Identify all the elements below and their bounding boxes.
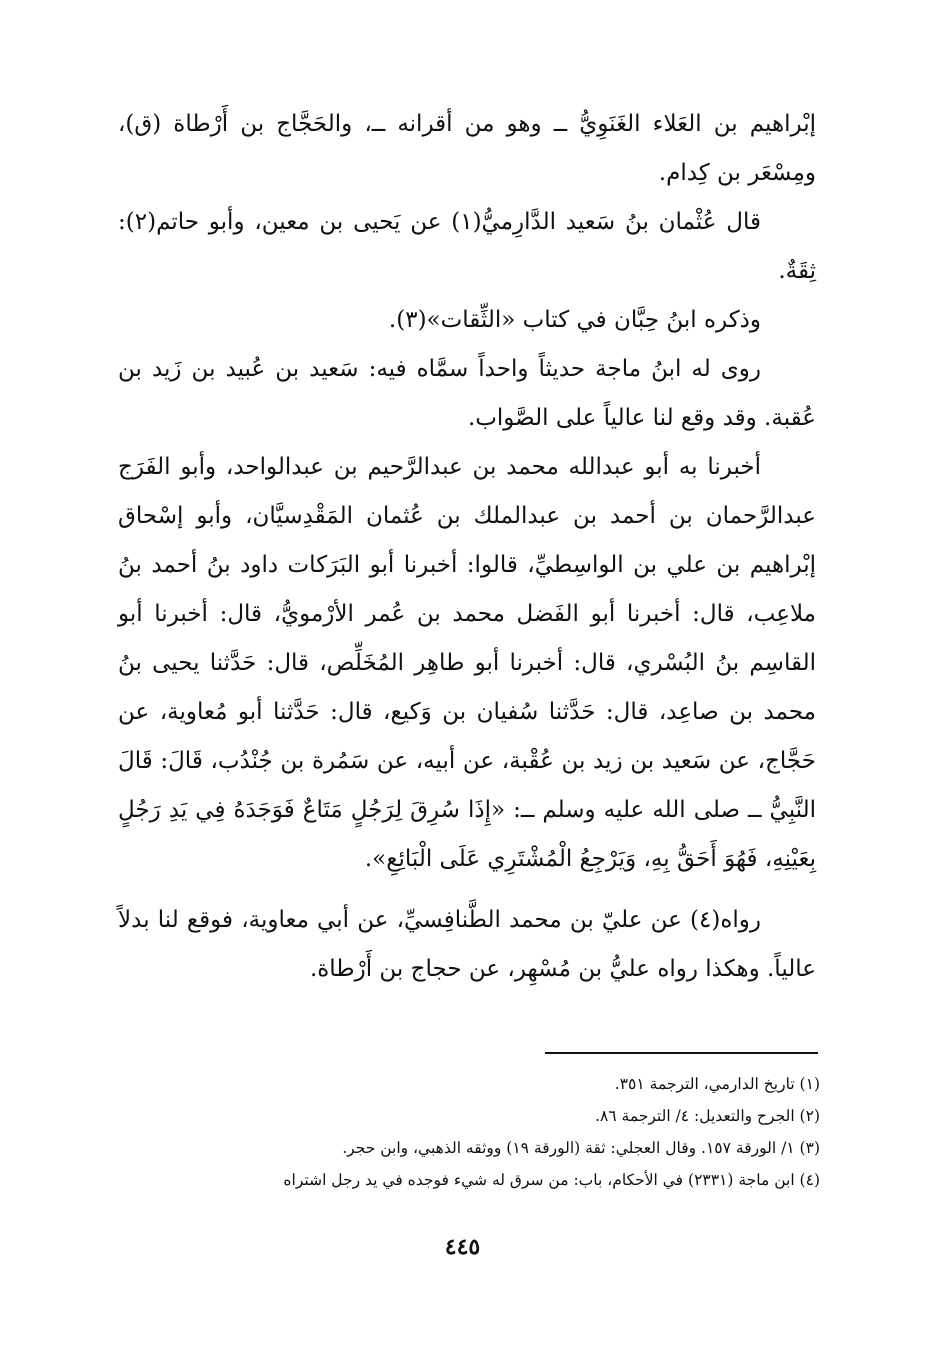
paragraph-4: روى له ابنُ ماجة حديثاً واحداً سمَّاه فيه: سَعيد بن عُبيد بن زَيد بن عُقبة. وقد وقع لنا عالياً على الصَّواب.	[118, 356, 816, 431]
main-text	[118, 100, 816, 994]
paragraph-2: قال عُثْمان بنُ سَعيد الدَّارِميُّ(١) عن يَحيى بن معين، وأبو حاتم(٢): ثِقَةٌ.	[118, 209, 816, 284]
footnotes	[118, 1068, 820, 1196]
page-number: ٤٤٥	[444, 1234, 481, 1260]
footnote-1: (١) تاريخ الدارمي، الترجمة ٣٥١.	[614, 1075, 820, 1093]
footnote-2: (٢) الجرح والتعديل: ٤/ الترجمة ٨٦.	[595, 1107, 820, 1125]
paragraph-3: وذكره ابنُ حِبَّان في كتاب «الثِّقات»(٣).	[388, 307, 761, 333]
paragraph-1: إبْراهيم بن العَلاء الغَنَوِيُّ ــ وهو من أقرانه ــ، والحَجَّاج بن أَرْطاة (ق)، ومِسْعَر بن كِدام.	[118, 111, 816, 186]
footnote-3: (٣) ١/ الورقة ١٥٧. وقال العجلي: ثقة (الورقة ١٩) ووثقه الذهبي، وابن حجر.	[342, 1139, 820, 1157]
footnote-separator	[545, 1052, 818, 1054]
paragraph-5: أخبرنا به أبو عبدالله محمد بن عبدالرَّحيم بن عبدالواحد، وأبو الفَرَج عبدالرَّحمان بن أحمد بن عبدالملك بن عُثمان المَقْدِسيَّان، وأبو إسْحاق إبْراهيم بن علي بن الواسِطيِّ، قالوا: أخبرنا أبو البَرَكات داود بنُ أحمد بنُ ملاعِب، قال: أخبرنا أبو الفَضل محمد بن عُمر الأرْمويُّ، قال: أخبرنا أبو القاسِم بنُ البُسْري، قال: أخبرنا أبو طاهِر المُخَلِّص، قال: حَدَّثنا يحيى بنُ محمد بن صاعِد، قال: حَدَّثنا سُفيان بن وَكيع، قال: حَدَّثنا أبو مُعاوية، عن حَجَّاج، عن سَعيد بن زيد بن عُقْبة، عن أبيه، عن سَمُرة بن جُنْدُب، قَالَ: قَالَ النَّبِيُّ ــ صلى الله عليه وسلم ــ: «إِذَا سُرِقَ لِرَجُلٍ مَتَاعٌ فَوَجَدَهُ فِي يَدِ رَجُلٍ بِعَيْنِهِ، فَهُوَ أَحَقُّ بِهِ، وَيَرْجِعُ الْمُشْتَرِي عَلَى الْبَائِعِ».	[118, 454, 816, 872]
paragraph-6: رواه(٤) عن عليّ بن محمد الطَّنافِسيِّ، عن أبي معاوية، فوقع لنا بدلاً عالياً. وهكذا رواه عليُّ بن مُسْهِر، عن حجاج بن أَرْطاة.	[118, 907, 816, 982]
footnote-4: (٤) ابن ماجة (٢٣٣١) في الأحكام، باب: من سرق له شيء فوجده في يد رجل اشتراه	[283, 1171, 820, 1189]
